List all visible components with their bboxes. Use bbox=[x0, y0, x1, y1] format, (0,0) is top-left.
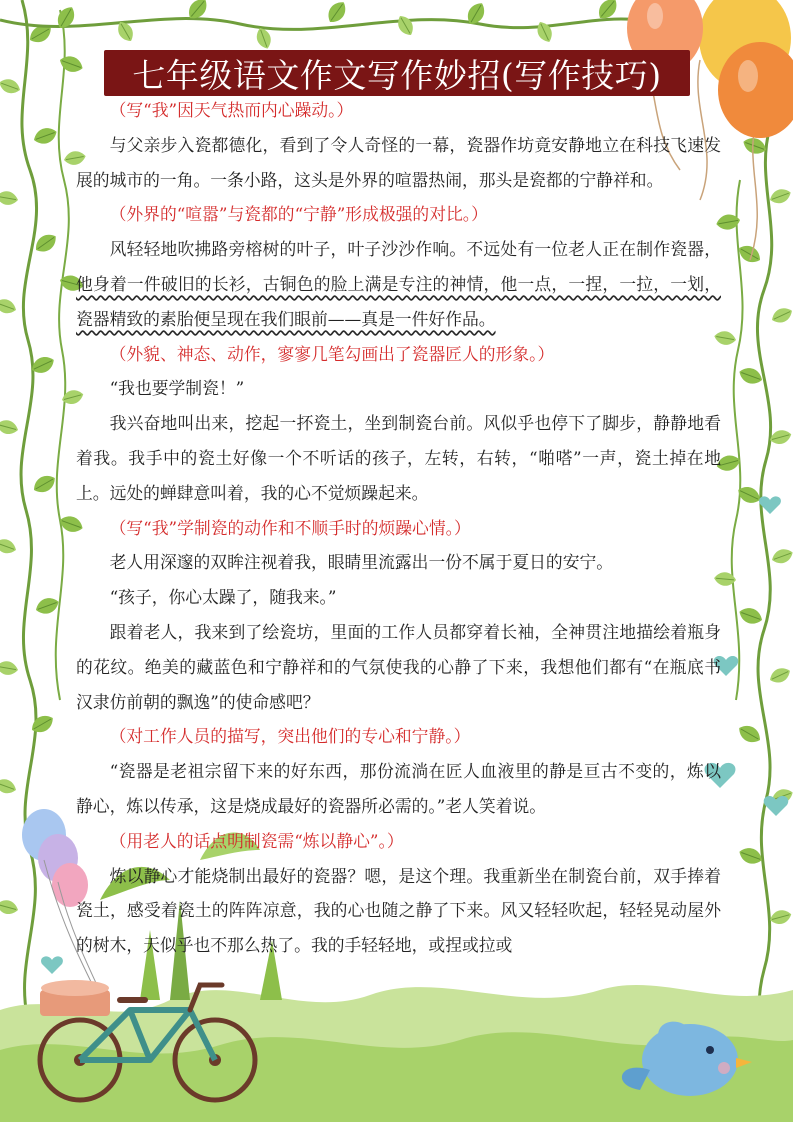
essay-paragraph: “孩子，你心太躁了，随我来。” bbox=[109, 587, 337, 608]
annotation-note: （对工作人员的描写，突出他们的专心和宁静。） bbox=[109, 726, 471, 747]
underlined-sentence: 他身着一件破旧的长衫，古铜色的脸上满是专注的神情，他一点，一捏，一拉，一划，瓷器精致的素胎便呈现在我们眼前——真是一件好作品。 bbox=[76, 273, 721, 329]
essay-paragraph: “我也要学制瓷！” bbox=[109, 378, 245, 399]
essay-paragraph: 我兴奋地叫出来，挖起一抔瓷土，坐到制瓷台前。风似乎也停下了脚步，静静地看着我。我手中的瓷土好像一个不听话的孩子，左转，右转，“啪嗒”一声，瓷土掉在地上。远处的蝉肆意叫着，我的心不觉烦躁起来。 bbox=[76, 413, 721, 503]
left-vine-icon bbox=[0, 0, 87, 1122]
essay-paragraph: 老人用深邃的双眸注视着我，眼睛里流露出一份不属于夏日的安宁。 bbox=[109, 552, 614, 573]
annotation-note: （用老人的话点明制瓷需“炼以静心”。） bbox=[109, 830, 404, 851]
essay-paragraph: 与父亲步入瓷都德化，看到了令人奇怪的一幕，瓷器作坊竟安静地立在科技飞速发展的城市的一角。一条小路，这头是外界的喧嚣热闹，那头是瓷都的宁静祥和。 bbox=[76, 134, 721, 190]
annotation-note: （写“我”学制瓷的动作和不顺手时的烦躁心情。） bbox=[109, 517, 471, 538]
top-vine-icon bbox=[0, 0, 640, 51]
essay-paragraph: 跟着老人，我来到了绘瓷坊，里面的工作人员都穿着长袖，全神贯注地描绘着瓶身的花纹。绝美的藏蓝色和宁静祥和的气氛使我的心静了下来，我想他们都有“在瓶底书汉隶仿前朝的飘逸”的使命感吧？ bbox=[76, 621, 721, 712]
essay-paragraph: 炼以静心才能烧制出最好的瓷器？嗯，是这个理。我重新坐在制瓷台前，双手捧着瓷土，感受着瓷土的阵阵凉意，我的心也随之静了下来。风又轻轻吹起，轻轻晃动屋外的树木，天似乎也不那么热了。我的手轻轻地，或捏或拉或 bbox=[76, 865, 721, 956]
paragraph-text: 风轻轻地吹拂路旁榕树的叶子，叶子沙沙作响。不远处有一位老人正在制作瓷器， bbox=[109, 239, 721, 260]
page-title: 七年级语文作文写作妙招(写作技巧) bbox=[132, 55, 662, 95]
annotation-note: （外貌、神态、动作，寥寥几笔勾画出了瓷器匠人的形象。） bbox=[109, 343, 555, 364]
title-banner bbox=[104, 50, 690, 96]
annotation-note: （外界的“喧嚣”与瓷都的“宁静”形成极强的对比。） bbox=[109, 204, 488, 225]
right-vine-icon bbox=[713, 120, 793, 1122]
essay-paragraph: “瓷器是老祖宗留下来的好东西，那份流淌在匠人血液里的静是亘古不变的，炼以静心，炼以传承，这是烧成最好的瓷器所必需的。”老人笑着说。 bbox=[76, 761, 721, 816]
essay-paragraph bbox=[76, 232, 721, 336]
annotation-note: （写“我”因天气热而内心躁动。） bbox=[109, 100, 354, 120]
essay-body bbox=[76, 93, 721, 963]
